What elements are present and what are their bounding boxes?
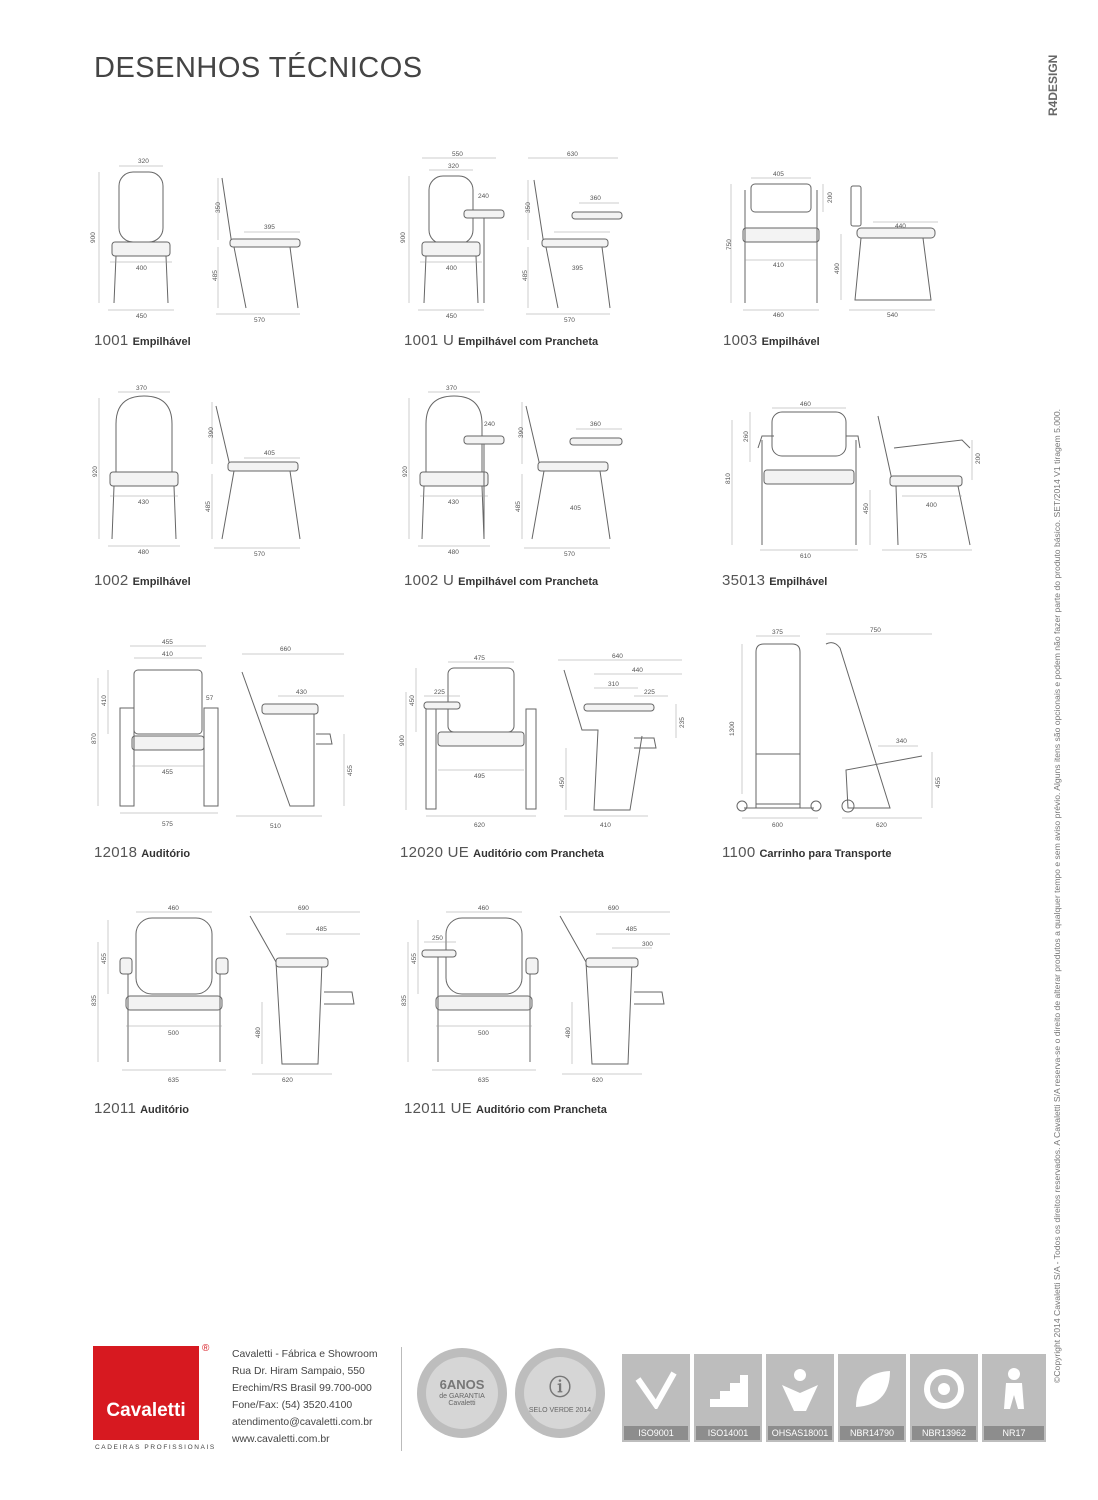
- dim-text: 490: [834, 263, 841, 274]
- product-caption: [723, 332, 820, 350]
- dim-text: 455: [162, 769, 173, 776]
- dim-text: 410: [773, 262, 784, 269]
- dim-text: 690: [298, 905, 309, 912]
- drawing-12020-ue: [398, 652, 698, 832]
- cert-label: NBR13962: [912, 1426, 976, 1440]
- drawing-1003: [723, 150, 963, 320]
- phone-line: Fone/Fax: (54) 3520.4100: [232, 1400, 353, 1411]
- dim-text: 450: [409, 695, 416, 706]
- dim-text: 835: [401, 995, 408, 1006]
- product-1100: [722, 624, 962, 864]
- product-1003: [723, 150, 963, 350]
- dim-text: 200: [827, 192, 834, 203]
- dim-text: 370: [136, 385, 147, 392]
- dim-text: 455: [101, 953, 108, 964]
- dim-text: 450: [446, 313, 457, 320]
- dim-text: 460: [800, 401, 811, 408]
- dim-text: 440: [632, 667, 643, 674]
- dim-text: 620: [474, 822, 485, 829]
- dim-text: 570: [254, 317, 265, 324]
- dim-text: 750: [870, 627, 881, 634]
- dim-text: 900: [400, 232, 407, 243]
- dim-text: 300: [642, 941, 653, 948]
- dim-text: 485: [515, 501, 522, 512]
- dim-text: 260: [743, 431, 750, 442]
- dim-text: 450: [136, 313, 147, 320]
- product-code: 1002: [94, 572, 129, 589]
- dim-text: 395: [572, 265, 583, 272]
- dim-text: 200: [975, 453, 982, 464]
- product-name: Empilhável: [132, 336, 191, 348]
- product-code: 1002 U: [404, 572, 455, 589]
- product-12011-ue: [402, 902, 682, 1122]
- product-12011: [92, 902, 372, 1122]
- dim-text: 660: [280, 646, 291, 653]
- dim-text: 575: [162, 821, 173, 828]
- green-seal-label: SELO VERDE 2014: [528, 1407, 592, 1414]
- dim-text: 550: [452, 151, 463, 158]
- dim-text: 320: [138, 158, 149, 165]
- drawing-12011-ue: [402, 902, 682, 1092]
- dim-text: 440: [895, 223, 906, 230]
- product-code: 1001: [94, 332, 129, 349]
- drawing-1001: [90, 150, 294, 324]
- registered-mark: ®: [202, 1343, 210, 1354]
- dim-text: 340: [896, 738, 907, 745]
- product-name: Auditório: [140, 1104, 189, 1116]
- product-name: Empilhável: [132, 576, 191, 588]
- product-1001-u: [400, 150, 644, 350]
- logo-tagline: CADEIRAS PROFISSIONAIS: [95, 1444, 216, 1451]
- dim-text: 475: [474, 655, 485, 662]
- dim-text: 320: [448, 163, 459, 170]
- product-caption: [404, 572, 598, 590]
- drawing-1002-u: [402, 384, 644, 558]
- dim-text: 480: [138, 549, 149, 556]
- address-line: Rua Dr. Hiram Sampaio, 550: [232, 1366, 365, 1377]
- product-caption: [722, 572, 827, 590]
- dim-text: 540: [887, 312, 898, 319]
- cavaletti-logo[interactable]: [93, 1346, 199, 1440]
- dim-text: 350: [215, 202, 222, 213]
- dim-text: 250: [432, 935, 443, 942]
- dim-text: 570: [564, 551, 575, 558]
- dim-text: 430: [138, 499, 149, 506]
- dim-text: 810: [725, 473, 732, 484]
- dim-text: 1300: [729, 721, 736, 736]
- product-name: Empilhável com Prancheta: [458, 336, 599, 348]
- product-name: Empilhável: [769, 576, 828, 588]
- dim-text: 400: [926, 502, 937, 509]
- dim-text: 225: [644, 689, 655, 696]
- dim-text: 575: [916, 553, 927, 560]
- product-code: 12018: [94, 844, 138, 861]
- dim-text: 410: [600, 822, 611, 829]
- product-caption: [94, 572, 191, 590]
- drawing-12018: [92, 638, 362, 833]
- dim-text: 480: [448, 549, 459, 556]
- product-caption: [404, 1100, 607, 1118]
- product-caption: [94, 844, 190, 862]
- info-icon: ⓘ: [548, 1375, 571, 1400]
- cert-label: ISO14001: [696, 1426, 760, 1440]
- warranty-seal: [417, 1348, 507, 1438]
- dim-text: 750: [726, 239, 733, 250]
- dim-text: 570: [564, 317, 575, 324]
- seal-inner: [426, 1357, 498, 1429]
- product-12020-ue: [398, 652, 698, 864]
- leaf-icon: [838, 1360, 906, 1418]
- dim-text: 240: [478, 193, 489, 200]
- dim-text: 370: [446, 385, 457, 392]
- side-brand: R4DESIGN: [1046, 54, 1060, 116]
- dim-text: 460: [168, 905, 179, 912]
- dim-text: 400: [136, 265, 147, 272]
- dim-text: 920: [402, 466, 409, 477]
- cert-label: ISO9001: [624, 1426, 688, 1440]
- dim-text: 390: [518, 427, 525, 438]
- product-name: Auditório com Prancheta: [473, 848, 604, 860]
- product-1001: [90, 150, 294, 350]
- product-caption: [94, 1100, 189, 1118]
- dim-text: 405: [570, 505, 581, 512]
- dim-text: 485: [316, 926, 327, 933]
- dim-text: 635: [478, 1077, 489, 1084]
- product-name: Empilhável com Prancheta: [458, 576, 599, 588]
- check-icon: [622, 1360, 690, 1418]
- drawing-35013: [722, 400, 982, 560]
- dim-text: 360: [590, 195, 601, 202]
- cert-nbr13962: [910, 1354, 978, 1442]
- email-link[interactable]: atendimento@cavaletti.com.br: [232, 1417, 373, 1428]
- dim-text: 900: [90, 232, 97, 243]
- cert-iso9001: [622, 1354, 690, 1442]
- dim-text: 400: [446, 265, 457, 272]
- dim-text: 350: [525, 202, 532, 213]
- dim-text: 920: [92, 466, 99, 477]
- warranty-years: 6ANOS: [439, 1377, 485, 1392]
- dim-text: 460: [773, 312, 784, 319]
- product-35013: [722, 400, 982, 590]
- cert-iso14001: [694, 1354, 762, 1442]
- quality-c-icon: [910, 1360, 978, 1418]
- dim-text: 225: [434, 689, 445, 696]
- footer-divider: [401, 1347, 402, 1451]
- address-line: Erechim/RS Brasil 99.700-000: [232, 1383, 372, 1394]
- product-caption: [404, 332, 598, 350]
- dim-text: 375: [772, 629, 783, 636]
- address-line: Cavaletti - Fábrica e Showroom: [232, 1349, 378, 1360]
- dim-text: 485: [626, 926, 637, 933]
- dim-text: 430: [448, 499, 459, 506]
- dim-text: 460: [478, 905, 489, 912]
- stairs-leaf-icon: [694, 1360, 762, 1418]
- product-caption: [94, 332, 191, 350]
- product-code: 12020 UE: [400, 844, 470, 861]
- warranty-label: de GARANTIA Cavaletti: [439, 1393, 485, 1407]
- website-link[interactable]: www.cavaletti.com.br: [232, 1434, 330, 1445]
- product-name: Empilhável: [761, 336, 820, 348]
- dim-text: 835: [91, 995, 98, 1006]
- dim-text: 455: [935, 777, 942, 788]
- product-1002-u: [402, 384, 644, 589]
- dim-text: 495: [474, 773, 485, 780]
- page-title: DESENHOS TÉCNICOS: [94, 52, 423, 84]
- person-icon: [766, 1360, 834, 1418]
- product-code: 1003: [723, 332, 758, 349]
- seal-inner: [524, 1357, 596, 1429]
- dim-text: 485: [522, 270, 529, 281]
- dim-text: 870: [91, 733, 98, 744]
- drawing-1100: [722, 624, 962, 834]
- green-seal: [515, 1348, 605, 1438]
- cert-ohsas18001: [766, 1354, 834, 1442]
- dim-text: 430: [296, 689, 307, 696]
- dim-text: 455: [411, 953, 418, 964]
- product-code: 1100: [722, 844, 756, 861]
- dim-text: 395: [264, 224, 275, 231]
- dim-text: 360: [590, 421, 601, 428]
- product-12018: [92, 638, 362, 863]
- product-code: 35013: [722, 572, 766, 589]
- product-code: 12011: [94, 1100, 137, 1117]
- dim-text: 390: [208, 427, 215, 438]
- dim-text: 480: [255, 1027, 262, 1038]
- drawing-1002: [92, 384, 314, 558]
- dim-text: 455: [162, 639, 173, 646]
- cert-nr17: [982, 1354, 1046, 1442]
- dim-text: 900: [399, 735, 406, 746]
- dim-text: 455: [347, 765, 354, 776]
- dim-text: 620: [592, 1077, 603, 1084]
- product-name: Carrinho para Transporte: [759, 848, 892, 860]
- dim-text: 635: [168, 1077, 179, 1084]
- product-code: 12011 UE: [404, 1100, 473, 1117]
- dim-text: 310: [608, 681, 619, 688]
- dim-text: 235: [679, 717, 686, 728]
- dim-text: 640: [612, 653, 623, 660]
- product-code: 1001 U: [404, 332, 455, 349]
- dim-text: 480: [565, 1027, 572, 1038]
- product-caption: [400, 844, 604, 862]
- dim-text: 485: [212, 270, 219, 281]
- dim-text: 600: [772, 822, 783, 829]
- dim-text: 57: [206, 695, 214, 702]
- dim-text: 620: [282, 1077, 293, 1084]
- dim-text: 450: [863, 503, 870, 514]
- dim-text: 630: [567, 151, 578, 158]
- product-1002: [92, 384, 314, 589]
- dim-text: 240: [484, 421, 495, 428]
- cert-label: NR17: [984, 1426, 1044, 1440]
- dim-text: 405: [264, 450, 275, 457]
- dim-text: 690: [608, 905, 619, 912]
- logo-text: Cavaletti: [106, 1400, 186, 1421]
- dim-text: 510: [270, 823, 281, 830]
- dim-text: 405: [773, 171, 784, 178]
- company-address: [232, 1346, 378, 1448]
- cert-nbr14790: [838, 1354, 906, 1442]
- dim-text: 485: [205, 501, 212, 512]
- dim-text: 410: [162, 651, 173, 658]
- dim-text: 500: [168, 1030, 179, 1037]
- drawing-1001-u: [400, 150, 644, 324]
- dim-text: 500: [478, 1030, 489, 1037]
- cert-label: NBR14790: [840, 1426, 904, 1440]
- product-caption: [722, 844, 892, 862]
- copyright-notice: ©Copyright 2014 Cavaletti S/A - Todos os direitos reservados. A Cavaletti S/A reserva-se o direito de alterar produtos a qualquer tempo e sem aviso prévio. Alguns itens são opcionais e podem não fazer parte do produto básico. SET/2014 V1 tiragem 5.000.: [1052, 409, 1062, 1383]
- dim-text: 450: [559, 777, 566, 788]
- drawing-12011: [92, 902, 372, 1092]
- dim-text: 410: [101, 695, 108, 706]
- dim-text: 610: [800, 553, 811, 560]
- product-name: Auditório: [141, 848, 191, 860]
- ergonomic-person-icon: [982, 1360, 1046, 1418]
- dim-text: 570: [254, 551, 265, 558]
- cert-label: OHSAS18001: [768, 1426, 832, 1440]
- dim-text: 620: [876, 822, 887, 829]
- product-name: Auditório com Prancheta: [476, 1104, 607, 1116]
